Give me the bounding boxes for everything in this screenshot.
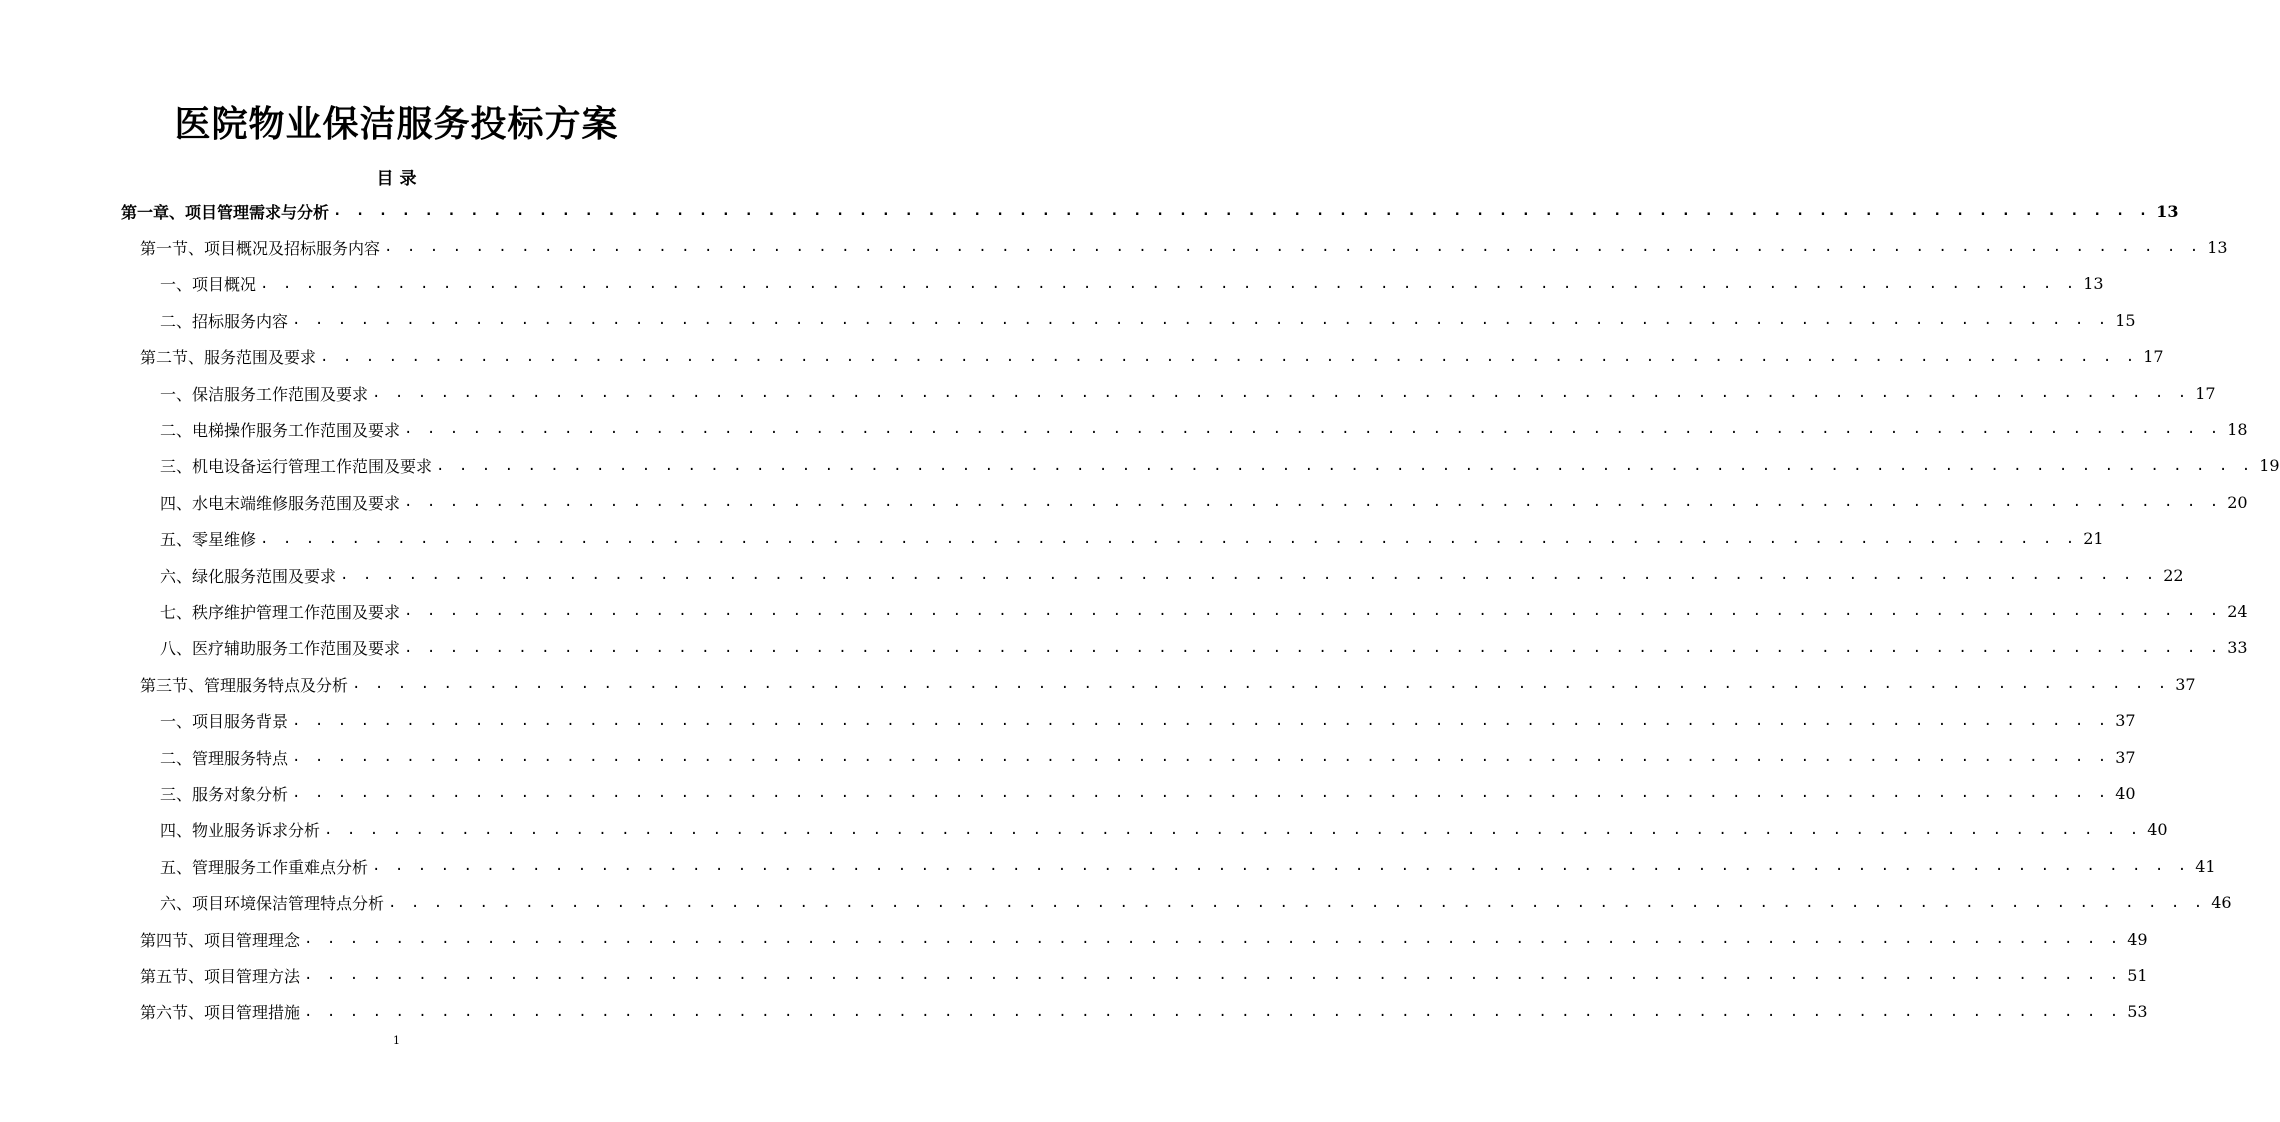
- toc-entry-label: 第五节、项目管理方法: [140, 966, 301, 986]
- document-title: 医院物业保洁服务投标方案: [174, 103, 619, 145]
- toc-entry-label: 第六节、项目管理措施: [140, 1003, 301, 1023]
- toc-dot-leader: . . . . . . . . . . . . . . . . . . . . . . . . . . . . . . . . . . . . . . . . . . . . . . . . . . . . . . . . . . . . . . . . . . . . . . . . . . . . . . . .: [292, 785, 2110, 802]
- toc-entry-label: 三、服务对象分析: [160, 784, 289, 804]
- toc-entry[interactable]: [160, 487, 2248, 517]
- toc-entry-label: 五、管理服务工作重难点分析: [160, 857, 369, 877]
- toc-entry-page: 40: [2147, 820, 2168, 840]
- toc-dot-leader: . . . . . . . . . . . . . . . . . . . . . . . . . . . . . . . . . . . . . . . . . . . . . . . . . . . . . . . . . . . . . . . . . . . . . . . . . . . . . . . .: [372, 385, 2190, 401]
- toc-entry[interactable]: [160, 378, 2216, 408]
- toc-entry[interactable]: [160, 742, 2136, 772]
- toc-entry-label: 二、招标服务内容: [160, 311, 289, 331]
- toc-entry[interactable]: [140, 232, 2228, 262]
- toc-dot-leader: . . . . . . . . . . . . . . . . . . . . . . . . . . . . . . . . . . . . . . . . . . . . . . . . . . . . . . . . . . . . . . . . . . . . . . . . . . . . . . . .: [404, 494, 2222, 511]
- toc-entry-page: 21: [2083, 529, 2104, 549]
- toc-dot-leader: . . . . . . . . . . . . . . . . . . . . . . . . . . . . . . . . . . . . . . . . . . . . . . . . . . . . . . . . . . . . . . . . . . . . . . . . . . . . . . . .: [340, 567, 2158, 583]
- toc-entry[interactable]: [160, 451, 2280, 481]
- toc-entry[interactable]: [160, 633, 2248, 663]
- toc-dot-leader: . . . . . . . . . . . . . . . . . . . . . . . . . . . . . . . . . . . . . . . . . . . . . . . . . . . . . . . . . . . . . . . . . . . . . . . . . . . . . . . .: [320, 348, 2138, 365]
- toc-entry-page: 17: [2143, 347, 2164, 367]
- toc-entry[interactable]: [160, 305, 2136, 335]
- toc-entry-label: 一、项目概况: [160, 275, 257, 295]
- toc-entry[interactable]: [121, 196, 2179, 226]
- toc-entry[interactable]: [160, 596, 2248, 626]
- toc-entry-label: 七、秩序维护管理工作范围及要求: [160, 602, 401, 622]
- toc-entry-page: 49: [2127, 929, 2148, 949]
- toc-dot-leader: . . . . . . . . . . . . . . . . . . . . . . . . . . . . . . . . . . . . . . . . . . . . . . . . . . . . . . . . . . . . . . . . . . . . . . . . . . . . . . . .: [292, 749, 2110, 765]
- toc-entry[interactable]: [160, 414, 2248, 444]
- toc-entry-page: 18: [2227, 419, 2248, 439]
- toc-dot-leader: . . . . . . . . . . . . . . . . . . . . . . . . . . . . . . . . . . . . . . . . . . . . . . . . . . . . . . . . . . . . . . . . . . . . . . . . . . . . . . . .: [304, 931, 2122, 947]
- toc-entry-page: 46: [2211, 893, 2232, 913]
- toc-dot-leader: . . . . . . . . . . . . . . . . . . . . . . . . . . . . . . . . . . . . . . . . . . . . . . . . . . . . . . . . . . . . . . . . . . . . . . . . . . . . . . . .: [384, 239, 2202, 256]
- toc-entry-label: 第一节、项目概况及招标服务内容: [140, 238, 381, 258]
- toc-entry-label: 第一章、项目管理需求与分析: [121, 202, 330, 222]
- toc-dot-leader: . . . . . . . . . . . . . . . . . . . . . . . . . . . . . . . . . . . . . . . . . . . . . . . . . . . . . . . . . . . . . . . . . . . . . . . . . . . . . . . .: [304, 1003, 2122, 1020]
- page-number: 1: [393, 1034, 400, 1047]
- toc-entry-page: 13: [2156, 201, 2179, 221]
- toc-dot-leader: . . . . . . . . . . . . . . . . . . . . . . . . . . . . . . . . . . . . . . . . . . . . . . . . . . . . . . . . . . . . . . . . . . . . . . . . . . . . . . . .: [404, 421, 2222, 438]
- toc-dot-leader: . . . . . . . . . . . . . . . . . . . . . . . . . . . . . . . . . . . . . . . . . . . . . . . . . . . . . . . . . . . . . . . . . . . . . . . . . . . . . . . .: [260, 530, 2078, 547]
- toc-dot-leader: . . . . . . . . . . . . . . . . . . . . . . . . . . . . . . . . . . . . . . . . . . . . . . . . . . . . . . . . . . . . . . . . . . . . . . . . . . . . . . . .: [333, 203, 2151, 219]
- toc-entry-page: 51: [2127, 965, 2148, 985]
- toc-entry-label: 六、项目环境保洁管理特点分析: [160, 894, 385, 914]
- toc-entry-page: 13: [2207, 237, 2228, 257]
- toc-entry-page: 15: [2115, 310, 2136, 330]
- toc-dot-leader: . . . . . . . . . . . . . . . . . . . . . . . . . . . . . . . . . . . . . . . . . . . . . . . . . . . . . . . . . . . . . . . . . . . . . . . . . . . . . . . .: [436, 457, 2254, 474]
- toc-entry[interactable]: [160, 560, 2184, 590]
- toc-entry[interactable]: [140, 924, 2148, 954]
- toc-dot-leader: . . . . . . . . . . . . . . . . . . . . . . . . . . . . . . . . . . . . . . . . . . . . . . . . . . . . . . . . . . . . . . . . . . . . . . . . . . . . . . . .: [324, 821, 2142, 838]
- toc-entry[interactable]: [160, 706, 2136, 736]
- toc-entry[interactable]: [160, 778, 2136, 808]
- toc-entry[interactable]: [160, 888, 2232, 918]
- toc-entry-page: 33: [2227, 638, 2248, 658]
- toc-entry-page: 13: [2083, 274, 2104, 294]
- toc-entry-page: 41: [2195, 856, 2216, 876]
- toc-dot-leader: . . . . . . . . . . . . . . . . . . . . . . . . . . . . . . . . . . . . . . . . . . . . . . . . . . . . . . . . . . . . . . . . . . . . . . . . . . . . . . . .: [404, 639, 2222, 656]
- toc-entry-page: 17: [2195, 383, 2216, 403]
- toc-entry-page: 20: [2227, 492, 2248, 512]
- toc-dot-leader: . . . . . . . . . . . . . . . . . . . . . . . . . . . . . . . . . . . . . . . . . . . . . . . . . . . . . . . . . . . . . . . . . . . . . . . . . . . . . . . .: [352, 676, 2170, 693]
- toc-entry-label: 一、保洁服务工作范围及要求: [160, 384, 369, 404]
- toc-entry[interactable]: [160, 851, 2216, 881]
- toc-dot-leader: . . . . . . . . . . . . . . . . . . . . . . . . . . . . . . . . . . . . . . . . . . . . . . . . . . . . . . . . . . . . . . . . . . . . . . . . . . . . . . . .: [292, 712, 2110, 729]
- toc-entry-page: 24: [2227, 601, 2248, 621]
- toc-entry-label: 一、项目服务背景: [160, 712, 289, 732]
- toc-dot-leader: . . . . . . . . . . . . . . . . . . . . . . . . . . . . . . . . . . . . . . . . . . . . . . . . . . . . . . . . . . . . . . . . . . . . . . . . . . . . . . . .: [260, 275, 2078, 292]
- toc-entry[interactable]: [140, 669, 2196, 699]
- toc-heading: 目 录: [376, 169, 417, 189]
- toc-entry-page: 37: [2175, 674, 2196, 694]
- toc-entry-page: 19: [2259, 456, 2280, 476]
- toc-entry-label: 八、医疗辅助服务工作范围及要求: [160, 639, 401, 659]
- toc-entry[interactable]: [140, 997, 2148, 1027]
- toc-dot-leader: . . . . . . . . . . . . . . . . . . . . . . . . . . . . . . . . . . . . . . . . . . . . . . . . . . . . . . . . . . . . . . . . . . . . . . . . . . . . . . . .: [372, 858, 2190, 875]
- toc-entry-label: 四、物业服务诉求分析: [160, 821, 321, 841]
- toc-entry-label: 第三节、管理服务特点及分析: [140, 675, 349, 695]
- toc-entry-label: 五、零星维修: [160, 530, 257, 550]
- toc-entry[interactable]: [160, 815, 2168, 845]
- toc-dot-leader: . . . . . . . . . . . . . . . . . . . . . . . . . . . . . . . . . . . . . . . . . . . . . . . . . . . . . . . . . . . . . . . . . . . . . . . . . . . . . . . .: [292, 312, 2110, 329]
- toc-dot-leader: . . . . . . . . . . . . . . . . . . . . . . . . . . . . . . . . . . . . . . . . . . . . . . . . . . . . . . . . . . . . . . . . . . . . . . . . . . . . . . . .: [388, 894, 2206, 911]
- toc-entry[interactable]: [160, 524, 2104, 554]
- toc-entry-page: 53: [2127, 1002, 2148, 1022]
- toc-entry-page: 22: [2163, 565, 2184, 585]
- toc-entry-label: 第二节、服务范围及要求: [140, 348, 317, 368]
- toc-entry-label: 三、机电设备运行管理工作范围及要求: [160, 457, 433, 477]
- toc-entry-label: 二、管理服务特点: [160, 748, 289, 768]
- toc-entry-page: 37: [2115, 711, 2136, 731]
- toc-entry-page: 40: [2115, 783, 2136, 803]
- toc-entry-label: 第四节、项目管理理念: [140, 930, 301, 950]
- toc-entry[interactable]: [140, 342, 2164, 372]
- toc-entry-label: 四、水电末端维修服务范围及要求: [160, 493, 401, 513]
- toc-entry[interactable]: [140, 960, 2148, 990]
- toc-entry[interactable]: [160, 269, 2104, 299]
- toc-entry-page: 37: [2115, 747, 2136, 767]
- toc-entry-label: 二、电梯操作服务工作范围及要求: [160, 420, 401, 440]
- toc-dot-leader: . . . . . . . . . . . . . . . . . . . . . . . . . . . . . . . . . . . . . . . . . . . . . . . . . . . . . . . . . . . . . . . . . . . . . . . . . . . . . . . .: [304, 967, 2122, 984]
- toc-entry-label: 六、绿化服务范围及要求: [160, 566, 337, 586]
- toc-dot-leader: . . . . . . . . . . . . . . . . . . . . . . . . . . . . . . . . . . . . . . . . . . . . . . . . . . . . . . . . . . . . . . . . . . . . . . . . . . . . . . . .: [404, 603, 2222, 620]
